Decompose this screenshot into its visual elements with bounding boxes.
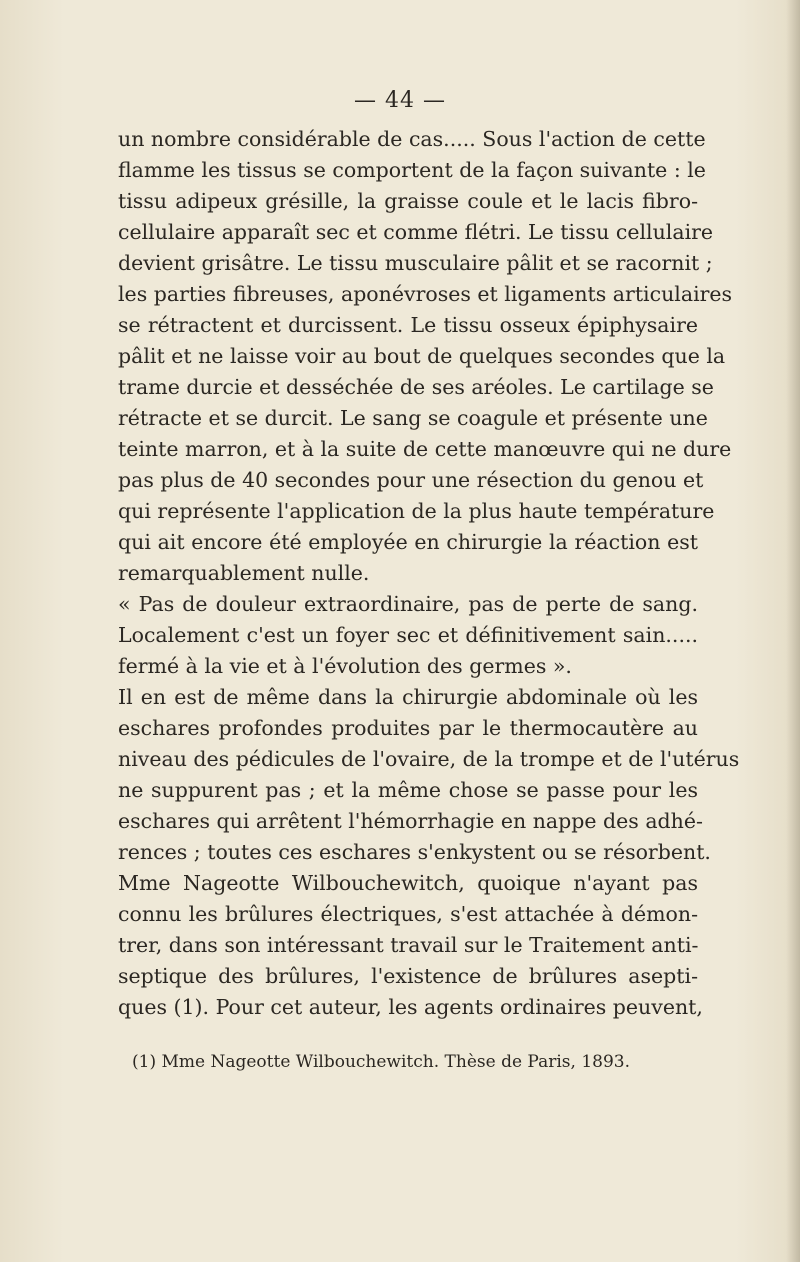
text-line: connu les brûlures électriques, s'est attachée à démon-: [118, 902, 698, 926]
text-line: ne suppurent pas ; et la même chose se passe pour les: [118, 778, 698, 802]
body-text: [118, 124, 740, 1023]
text-line: pas plus de 40 secondes pour une résection du genou et: [118, 468, 704, 492]
text-line: trame durcie et desséchée de ses aréoles. Le cartilage se: [118, 375, 714, 399]
text-line: eschares qui arrêtent l'hémorrhagie en nappe des adhé-: [118, 809, 703, 833]
text-line: septique des brûlures, l'existence de brûlures asepti-: [118, 964, 698, 988]
text-line: eschares profondes produites par le thermocautère au: [118, 716, 698, 740]
text-line: Localement c'est un foyer sec et définitivement sain.....: [118, 623, 698, 647]
text-line: les parties fibreuses, aponévroses et ligaments articulaires: [118, 282, 733, 306]
text-line: se rétractent et durcissent. Le tissu osseux épiphysaire: [118, 313, 698, 337]
text-line: cellulaire apparaît sec et comme flétri. Le tissu cellulaire: [118, 220, 714, 244]
text-line: flamme les tissus se comportent de la façon suivante : le: [118, 158, 706, 182]
text-line: « Pas de douleur extraordinaire, pas de perte de sang.: [118, 592, 698, 616]
text-line: niveau des pédicules de l'ovaire, de la trompe et de l'utérus: [118, 747, 740, 771]
text-line: rences ; toutes ces eschares s'enkystent ou se résorbent.: [118, 840, 711, 864]
text-line: rétracte et se durcit. Le sang se coagule et présente une: [118, 406, 708, 430]
text-line: pâlit et ne laisse voir au bout de quelques secondes que la: [118, 344, 726, 368]
text-line: devient grisâtre. Le tissu musculaire pâlit et se racornit ;: [118, 251, 713, 275]
text-line: un nombre considérable de cas..... Sous l'action de cette: [118, 127, 706, 151]
footnote: (1) Mme Nageotte Wilbouchewitch. Thèse de Paris, 1893.: [132, 1052, 630, 1072]
text-line: Il en est de même dans la chirurgie abdominale où les: [118, 685, 698, 709]
text-line: trer, dans son intéressant travail sur le Traitement anti-: [118, 933, 699, 957]
text-line: remarquablement nulle.: [118, 561, 370, 585]
text-line: ques (1). Pour cet auteur, les agents ordinaires peuvent,: [118, 995, 703, 1019]
page-number: — 44 —: [354, 88, 446, 113]
text-line: qui ait encore été employée en chirurgie la réaction est: [118, 530, 698, 554]
text-line: tissu adipeux grésille, la graisse coule et le lacis fibro-: [118, 189, 698, 213]
text-line: fermé à la vie et à l'évolution des germes ».: [118, 654, 572, 678]
page-edge-shadow: [786, 0, 800, 1262]
text-line: Mme Nageotte Wilbouchewitch, quoique n'ayant pas: [118, 871, 698, 895]
text-line: qui représente l'application de la plus haute température: [118, 499, 715, 523]
text-line: teinte marron, et à la suite de cette manœuvre qui ne dure: [118, 437, 732, 461]
